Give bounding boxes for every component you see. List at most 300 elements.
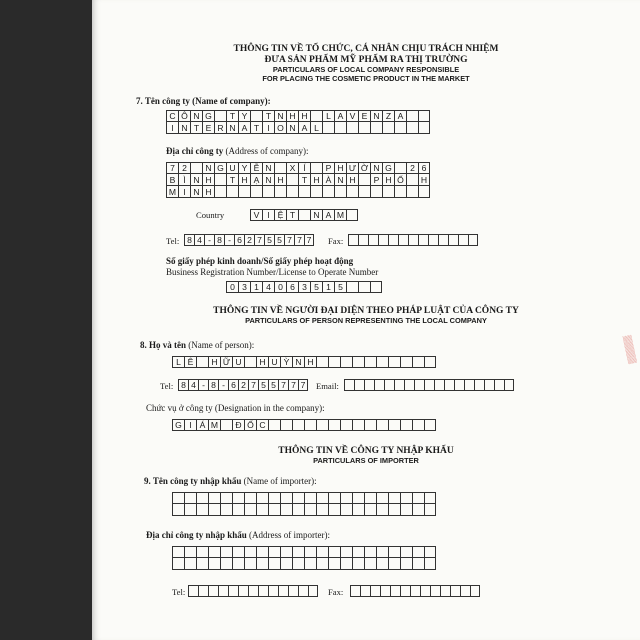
- char-box[interactable]: [268, 504, 280, 516]
- char-box[interactable]: [208, 492, 220, 504]
- char-box[interactable]: T: [298, 174, 310, 186]
- char-box[interactable]: [184, 558, 196, 570]
- char-box[interactable]: 6: [234, 234, 244, 246]
- char-box[interactable]: [352, 419, 364, 431]
- char-box[interactable]: [400, 419, 412, 431]
- char-box[interactable]: [382, 186, 394, 198]
- char-box[interactable]: [370, 281, 382, 293]
- char-box[interactable]: [310, 110, 322, 122]
- char-box[interactable]: [418, 110, 430, 122]
- char-box[interactable]: H: [334, 162, 346, 174]
- char-box[interactable]: [322, 186, 334, 198]
- char-box[interactable]: [352, 546, 364, 558]
- char-box[interactable]: [406, 186, 418, 198]
- char-box[interactable]: Ờ: [358, 162, 370, 174]
- char-box[interactable]: [358, 186, 370, 198]
- char-box[interactable]: [256, 492, 268, 504]
- char-box[interactable]: Ô: [178, 110, 190, 122]
- char-box[interactable]: [244, 492, 256, 504]
- char-box[interactable]: [358, 234, 368, 246]
- char-box[interactable]: Ố: [394, 174, 406, 186]
- char-box[interactable]: [208, 558, 220, 570]
- char-box[interactable]: [406, 174, 418, 186]
- char-box[interactable]: N: [370, 162, 382, 174]
- char-box[interactable]: [388, 419, 400, 431]
- char-box[interactable]: L: [172, 356, 184, 368]
- char-box[interactable]: [262, 186, 274, 198]
- char-box[interactable]: A: [298, 122, 310, 134]
- char-box[interactable]: [370, 186, 382, 198]
- char-box[interactable]: [400, 546, 412, 558]
- char-box[interactable]: A: [238, 122, 250, 134]
- char-box[interactable]: [412, 419, 424, 431]
- country-grid[interactable]: [250, 209, 358, 221]
- char-box[interactable]: [376, 419, 388, 431]
- char-box[interactable]: [424, 492, 436, 504]
- char-box[interactable]: 0: [274, 281, 286, 293]
- char-box[interactable]: [258, 585, 268, 597]
- char-box[interactable]: [328, 492, 340, 504]
- char-box[interactable]: M: [334, 209, 346, 221]
- char-box[interactable]: [388, 356, 400, 368]
- importer-name-grid[interactable]: [172, 492, 436, 516]
- char-box[interactable]: [184, 546, 196, 558]
- char-box[interactable]: 5: [264, 234, 274, 246]
- char-box[interactable]: 7: [284, 234, 294, 246]
- char-box[interactable]: -: [218, 379, 228, 391]
- char-box[interactable]: [358, 122, 370, 134]
- char-box[interactable]: [352, 504, 364, 516]
- char-box[interactable]: Ê: [184, 356, 196, 368]
- char-box[interactable]: [184, 492, 196, 504]
- char-box[interactable]: [304, 492, 316, 504]
- char-box[interactable]: 8: [208, 379, 218, 391]
- char-box[interactable]: H: [418, 174, 430, 186]
- char-box[interactable]: [278, 585, 288, 597]
- char-box[interactable]: [280, 558, 292, 570]
- char-box[interactable]: 1: [250, 281, 262, 293]
- char-box[interactable]: [364, 419, 376, 431]
- char-box[interactable]: [316, 546, 328, 558]
- char-box[interactable]: 7: [294, 234, 304, 246]
- char-box[interactable]: [196, 558, 208, 570]
- char-box[interactable]: 8: [178, 379, 188, 391]
- char-box[interactable]: [198, 585, 208, 597]
- char-box[interactable]: [172, 558, 184, 570]
- person-name-grid[interactable]: [172, 356, 436, 368]
- char-box[interactable]: 4: [262, 281, 274, 293]
- char-box[interactable]: Á: [196, 419, 208, 431]
- char-box[interactable]: V: [346, 110, 358, 122]
- char-box[interactable]: [394, 162, 406, 174]
- char-box[interactable]: T: [226, 110, 238, 122]
- char-box[interactable]: H: [382, 174, 394, 186]
- char-box[interactable]: H: [274, 174, 286, 186]
- char-box[interactable]: N: [262, 174, 274, 186]
- char-box[interactable]: [400, 585, 410, 597]
- char-box[interactable]: [388, 504, 400, 516]
- char-box[interactable]: [346, 186, 358, 198]
- char-box[interactable]: [418, 186, 430, 198]
- char-box[interactable]: [220, 504, 232, 516]
- char-box[interactable]: [214, 174, 226, 186]
- char-box[interactable]: [298, 585, 308, 597]
- char-box[interactable]: [428, 234, 438, 246]
- company-address-line1[interactable]: [166, 162, 430, 174]
- char-box[interactable]: G: [382, 162, 394, 174]
- company-address-grid[interactable]: [166, 162, 430, 198]
- char-box[interactable]: [468, 234, 478, 246]
- char-box[interactable]: [450, 585, 460, 597]
- char-box[interactable]: [340, 356, 352, 368]
- char-box[interactable]: Ạ: [250, 174, 262, 186]
- char-box[interactable]: 7: [248, 379, 258, 391]
- char-box[interactable]: [408, 234, 418, 246]
- char-box[interactable]: N: [190, 186, 202, 198]
- char-box[interactable]: 8: [214, 234, 224, 246]
- char-box[interactable]: [412, 546, 424, 558]
- char-box[interactable]: 5: [334, 281, 346, 293]
- char-box[interactable]: [394, 186, 406, 198]
- char-box[interactable]: [430, 585, 440, 597]
- char-box[interactable]: [256, 546, 268, 558]
- char-box[interactable]: [370, 122, 382, 134]
- char-box[interactable]: 2: [178, 162, 190, 174]
- char-box[interactable]: 0: [226, 281, 238, 293]
- char-box[interactable]: [226, 186, 238, 198]
- char-box[interactable]: [188, 585, 198, 597]
- char-box[interactable]: [424, 419, 436, 431]
- char-box[interactable]: [364, 356, 376, 368]
- char-box[interactable]: [248, 585, 258, 597]
- char-box[interactable]: [208, 504, 220, 516]
- char-box[interactable]: [380, 585, 390, 597]
- char-box[interactable]: [434, 379, 444, 391]
- char-box[interactable]: [340, 419, 352, 431]
- char-box[interactable]: [298, 186, 310, 198]
- importer-address-line2[interactable]: [172, 558, 436, 570]
- char-box[interactable]: L: [310, 122, 322, 134]
- char-box[interactable]: [360, 585, 370, 597]
- char-box[interactable]: H: [286, 110, 298, 122]
- char-box[interactable]: T: [286, 209, 298, 221]
- char-box[interactable]: 5: [268, 379, 278, 391]
- license-grid[interactable]: [226, 281, 382, 293]
- char-box[interactable]: [340, 546, 352, 558]
- char-box[interactable]: [268, 585, 278, 597]
- char-box[interactable]: 6: [286, 281, 298, 293]
- char-box[interactable]: 6: [228, 379, 238, 391]
- char-box[interactable]: [244, 356, 256, 368]
- char-box[interactable]: P: [322, 162, 334, 174]
- char-box[interactable]: A: [394, 110, 406, 122]
- company-name-grid[interactable]: [166, 110, 430, 134]
- char-box[interactable]: [384, 379, 394, 391]
- char-box[interactable]: Đ: [232, 419, 244, 431]
- char-box[interactable]: [390, 585, 400, 597]
- char-box[interactable]: N: [334, 174, 346, 186]
- char-box[interactable]: [232, 492, 244, 504]
- char-box[interactable]: H: [346, 174, 358, 186]
- char-box[interactable]: [172, 492, 184, 504]
- char-box[interactable]: Z: [382, 110, 394, 122]
- char-box[interactable]: [292, 419, 304, 431]
- char-box[interactable]: [308, 585, 318, 597]
- char-box[interactable]: [232, 546, 244, 558]
- char-box[interactable]: T: [250, 122, 262, 134]
- char-box[interactable]: [424, 504, 436, 516]
- char-box[interactable]: U: [226, 162, 238, 174]
- char-box[interactable]: [388, 234, 398, 246]
- char-box[interactable]: [388, 546, 400, 558]
- char-box[interactable]: A: [322, 209, 334, 221]
- char-box[interactable]: H: [298, 110, 310, 122]
- char-box[interactable]: [364, 492, 376, 504]
- char-box[interactable]: [400, 504, 412, 516]
- char-box[interactable]: [414, 379, 424, 391]
- char-box[interactable]: N: [292, 356, 304, 368]
- char-box[interactable]: Ố: [244, 419, 256, 431]
- char-box[interactable]: [474, 379, 484, 391]
- char-box[interactable]: 2: [238, 379, 248, 391]
- char-box[interactable]: Ì: [178, 174, 190, 186]
- char-box[interactable]: O: [274, 122, 286, 134]
- char-box[interactable]: X: [286, 162, 298, 174]
- char-box[interactable]: G: [202, 110, 214, 122]
- char-box[interactable]: [220, 419, 232, 431]
- char-box[interactable]: 2: [244, 234, 254, 246]
- char-box[interactable]: H: [310, 174, 322, 186]
- char-box[interactable]: T: [226, 174, 238, 186]
- char-box[interactable]: [280, 546, 292, 558]
- char-box[interactable]: [292, 492, 304, 504]
- char-box[interactable]: [400, 356, 412, 368]
- char-box[interactable]: [280, 492, 292, 504]
- char-box[interactable]: [310, 162, 322, 174]
- char-box[interactable]: E: [358, 110, 370, 122]
- char-box[interactable]: [286, 186, 298, 198]
- char-box[interactable]: [220, 558, 232, 570]
- char-box[interactable]: I: [178, 186, 190, 198]
- char-box[interactable]: [346, 122, 358, 134]
- char-box[interactable]: R: [214, 122, 226, 134]
- char-box[interactable]: N: [190, 174, 202, 186]
- char-box[interactable]: U: [232, 356, 244, 368]
- char-box[interactable]: [458, 234, 468, 246]
- char-box[interactable]: [304, 504, 316, 516]
- char-box[interactable]: [238, 186, 250, 198]
- char-box[interactable]: [250, 186, 262, 198]
- char-box[interactable]: [316, 419, 328, 431]
- char-box[interactable]: [346, 281, 358, 293]
- company-name-line2[interactable]: [166, 122, 430, 134]
- char-box[interactable]: [376, 492, 388, 504]
- char-box[interactable]: M: [208, 419, 220, 431]
- char-box[interactable]: N: [274, 110, 286, 122]
- char-box[interactable]: Ệ: [274, 209, 286, 221]
- char-box[interactable]: [298, 209, 310, 221]
- char-box[interactable]: [348, 234, 358, 246]
- char-box[interactable]: [370, 585, 380, 597]
- char-box[interactable]: [354, 379, 364, 391]
- char-box[interactable]: [424, 379, 434, 391]
- char-box[interactable]: [364, 379, 374, 391]
- char-box[interactable]: [274, 162, 286, 174]
- char-box[interactable]: [172, 546, 184, 558]
- char-box[interactable]: [470, 585, 480, 597]
- char-box[interactable]: 3: [298, 281, 310, 293]
- char-box[interactable]: [344, 379, 354, 391]
- char-box[interactable]: [184, 504, 196, 516]
- char-box[interactable]: N: [226, 122, 238, 134]
- char-box[interactable]: 5: [258, 379, 268, 391]
- char-box[interactable]: [410, 585, 420, 597]
- char-box[interactable]: [274, 186, 286, 198]
- char-box[interactable]: [292, 504, 304, 516]
- char-box[interactable]: N: [190, 110, 202, 122]
- char-box[interactable]: [214, 110, 226, 122]
- char-box[interactable]: [328, 546, 340, 558]
- char-box[interactable]: [374, 379, 384, 391]
- char-box[interactable]: [322, 122, 334, 134]
- char-box[interactable]: N: [310, 209, 322, 221]
- char-box[interactable]: [412, 492, 424, 504]
- char-box[interactable]: H: [238, 174, 250, 186]
- char-box[interactable]: [288, 585, 298, 597]
- char-box[interactable]: 2: [406, 162, 418, 174]
- char-box[interactable]: 3: [238, 281, 250, 293]
- char-box[interactable]: [190, 162, 202, 174]
- char-box[interactable]: 5: [274, 234, 284, 246]
- char-box[interactable]: [250, 110, 262, 122]
- char-box[interactable]: [412, 356, 424, 368]
- char-box[interactable]: [352, 492, 364, 504]
- char-box[interactable]: [328, 504, 340, 516]
- char-box[interactable]: N: [262, 162, 274, 174]
- char-box[interactable]: [444, 379, 454, 391]
- char-box[interactable]: 4: [194, 234, 204, 246]
- char-box[interactable]: [394, 122, 406, 134]
- importer-name-line2[interactable]: [172, 504, 436, 516]
- char-box[interactable]: [316, 356, 328, 368]
- char-box[interactable]: [196, 546, 208, 558]
- char-box[interactable]: 1: [322, 281, 334, 293]
- company-address-line2[interactable]: [166, 174, 430, 186]
- char-box[interactable]: T: [190, 122, 202, 134]
- char-box[interactable]: 7: [278, 379, 288, 391]
- char-box[interactable]: 4: [188, 379, 198, 391]
- char-box[interactable]: [376, 546, 388, 558]
- char-box[interactable]: N: [286, 122, 298, 134]
- char-box[interactable]: [214, 186, 226, 198]
- person-tel-grid[interactable]: [178, 379, 308, 391]
- char-box[interactable]: [310, 186, 322, 198]
- char-box[interactable]: 7: [288, 379, 298, 391]
- char-box[interactable]: [304, 546, 316, 558]
- char-box[interactable]: [196, 492, 208, 504]
- char-box[interactable]: [280, 504, 292, 516]
- char-box[interactable]: [412, 504, 424, 516]
- char-box[interactable]: [438, 234, 448, 246]
- char-box[interactable]: -: [224, 234, 234, 246]
- char-box[interactable]: [316, 504, 328, 516]
- char-box[interactable]: [394, 379, 404, 391]
- person-email-grid[interactable]: [344, 379, 514, 391]
- char-box[interactable]: H: [304, 356, 316, 368]
- char-box[interactable]: I: [184, 419, 196, 431]
- char-box[interactable]: B: [166, 174, 178, 186]
- char-box[interactable]: Ỳ: [280, 356, 292, 368]
- char-box[interactable]: [328, 419, 340, 431]
- designation-grid[interactable]: [172, 419, 436, 431]
- char-box[interactable]: 8: [184, 234, 194, 246]
- char-box[interactable]: Í: [298, 162, 310, 174]
- char-box[interactable]: [460, 585, 470, 597]
- char-box[interactable]: [424, 558, 436, 570]
- char-box[interactable]: [268, 419, 280, 431]
- char-box[interactable]: [196, 504, 208, 516]
- char-box[interactable]: [464, 379, 474, 391]
- char-box[interactable]: [352, 356, 364, 368]
- char-box[interactable]: V: [250, 209, 262, 221]
- char-box[interactable]: [340, 492, 352, 504]
- char-box[interactable]: -: [204, 234, 214, 246]
- char-box[interactable]: [220, 492, 232, 504]
- char-box[interactable]: [316, 558, 328, 570]
- char-box[interactable]: [406, 122, 418, 134]
- char-box[interactable]: I: [262, 122, 274, 134]
- char-box[interactable]: Ễ: [250, 162, 262, 174]
- char-box[interactable]: [268, 558, 280, 570]
- char-box[interactable]: [232, 558, 244, 570]
- char-box[interactable]: [286, 174, 298, 186]
- char-box[interactable]: 6: [418, 162, 430, 174]
- char-box[interactable]: [244, 546, 256, 558]
- char-box[interactable]: [400, 558, 412, 570]
- char-box[interactable]: E: [202, 122, 214, 134]
- char-box[interactable]: [404, 379, 414, 391]
- char-box[interactable]: [256, 504, 268, 516]
- char-box[interactable]: 7: [304, 234, 314, 246]
- char-box[interactable]: [440, 585, 450, 597]
- char-box[interactable]: [412, 558, 424, 570]
- char-box[interactable]: [196, 356, 208, 368]
- importer-tel-grid[interactable]: [188, 585, 318, 597]
- company-address-line3[interactable]: [166, 186, 430, 198]
- char-box[interactable]: [218, 585, 228, 597]
- importer-name-line1[interactable]: [172, 492, 436, 504]
- char-box[interactable]: [378, 234, 388, 246]
- char-box[interactable]: [454, 379, 464, 391]
- char-box[interactable]: [424, 546, 436, 558]
- char-box[interactable]: H: [256, 356, 268, 368]
- char-box[interactable]: [368, 234, 378, 246]
- char-box[interactable]: [340, 558, 352, 570]
- char-box[interactable]: [328, 558, 340, 570]
- char-box[interactable]: [448, 234, 458, 246]
- char-box[interactable]: [268, 492, 280, 504]
- char-box[interactable]: I: [166, 122, 178, 134]
- char-box[interactable]: [238, 585, 248, 597]
- char-box[interactable]: Y: [238, 162, 250, 174]
- char-box[interactable]: 5: [310, 281, 322, 293]
- char-box[interactable]: A: [334, 110, 346, 122]
- char-box[interactable]: [328, 356, 340, 368]
- char-box[interactable]: [406, 110, 418, 122]
- char-box[interactable]: Ữ: [220, 356, 232, 368]
- char-box[interactable]: [244, 558, 256, 570]
- char-box[interactable]: [376, 356, 388, 368]
